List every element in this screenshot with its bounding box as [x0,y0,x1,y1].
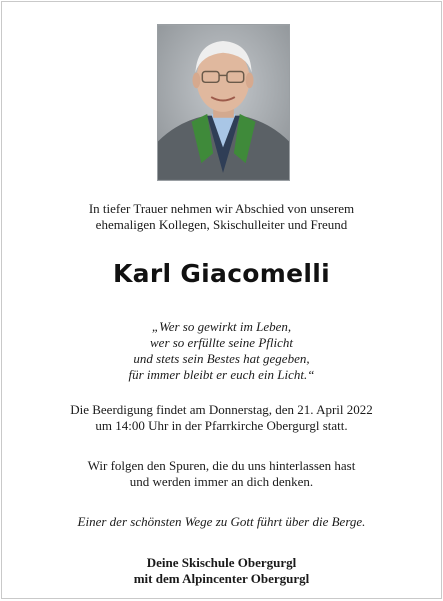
signature-line-2: mit dem Alpincenter Obergurgl [133,571,310,586]
closing-quote [2,514,441,530]
obituary-card [1,1,442,599]
funeral-info [2,402,441,434]
intro-line-1: In tiefer Trauer nehmen wir Abschied von unserem [88,201,355,216]
funeral-line-2: um 14:00 Uhr in der Pfarrkirche Obergurgl statt. [95,418,348,433]
funeral-line-1: Die Beerdigung findet am Donnerstag, den 21. April 2022 [70,402,373,417]
intro-text [2,201,441,233]
poem-line-4: für immer bleibt er euch ein Licht.“ [128,367,315,382]
poem [2,319,441,383]
deceased-name: Karl Giacomelli [112,259,330,288]
portrait-illustration [158,25,289,180]
remembrance-line-1: Wir folgen den Spuren, die du uns hinterlassen hast [87,458,356,473]
intro-line-2: ehemaligen Kollegen, Skischulleiter und Freund [95,217,348,232]
remembrance-text [2,458,441,490]
remembrance-line-2: und werden immer an dich denken. [129,474,314,489]
signature-line-1: Deine Skischule Obergurgl [146,555,297,570]
closing-line: Einer der schönsten Wege zu Gott führt über die Berge. [77,514,366,529]
portrait-photo [157,24,290,181]
poem-line-2: wer so erfüllte seine Pflicht [150,335,293,350]
poem-line-3: und stets sein Bestes hat gegeben, [133,351,310,366]
signature [2,555,441,587]
poem-line-1: „Wer so gewirkt im Leben, [151,319,292,334]
